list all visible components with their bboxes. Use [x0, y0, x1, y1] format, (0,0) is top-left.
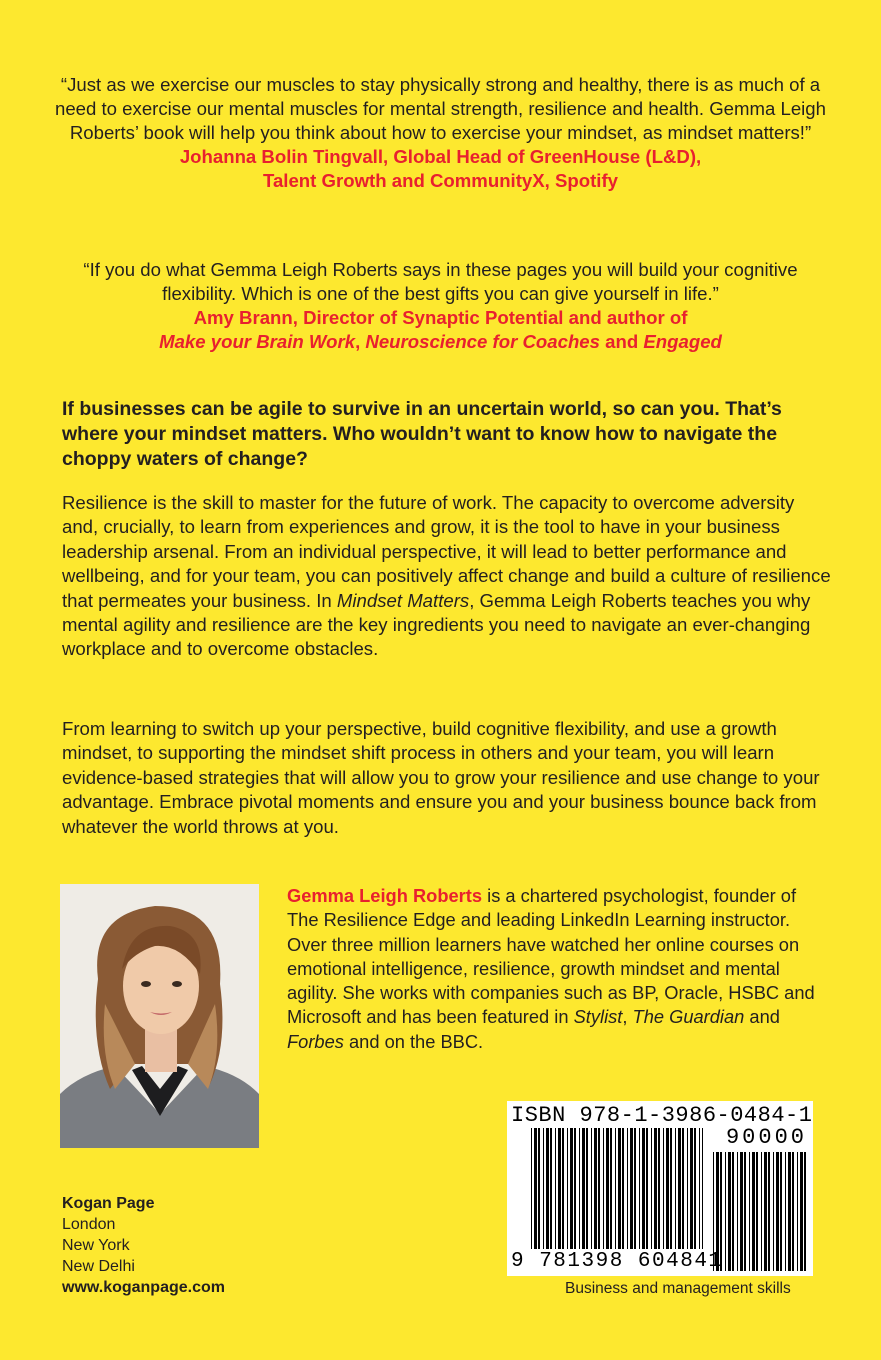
publication-name: The Guardian: [632, 1006, 745, 1028]
barcode-bar: [622, 1128, 624, 1249]
barcode-bar: [574, 1128, 576, 1249]
barcode-bar: [768, 1152, 770, 1271]
barcode-bar: [804, 1152, 806, 1271]
barcode-bar: [630, 1128, 633, 1249]
barcode-bar: [761, 1152, 762, 1271]
barcode-bar: [603, 1128, 604, 1249]
barcode-bar: [570, 1128, 573, 1249]
barcode-bar: [764, 1152, 767, 1271]
author-name: Gemma Leigh Roberts: [287, 885, 483, 906]
barcode-bar: [740, 1152, 743, 1271]
barcode-bar: [567, 1128, 568, 1249]
barcode-bar: [534, 1128, 537, 1249]
isbn-number: ISBN 978-1-3986-0484-1: [511, 1103, 813, 1128]
quote-synaptic: [50, 258, 831, 354]
barcode-bar: [797, 1152, 798, 1271]
quote-spotify: [50, 73, 831, 193]
publisher-city: New Delhi: [62, 1258, 135, 1275]
barcode-bar: [728, 1152, 731, 1271]
barcode-bar: [543, 1128, 544, 1249]
barcode-bar: [651, 1128, 652, 1249]
lead-paragraph: If businesses can be agile to survive in an uncertain world, so can you. That’s where your mindset matters. Who wouldn’t want to know how to navigate the choppy waters of change?: [62, 398, 782, 470]
barcode-bar: [752, 1152, 755, 1271]
barcode-bar: [675, 1128, 676, 1249]
barcode-bar: [792, 1152, 794, 1271]
separator: ,: [622, 1006, 633, 1028]
barcode-bar: [582, 1128, 585, 1249]
barcode-bar: [756, 1152, 758, 1271]
quote-attribution: [50, 145, 831, 193]
publisher-city: New York: [62, 1237, 130, 1254]
author-portrait-illustration: [60, 884, 259, 1148]
barcode-bar: [725, 1152, 726, 1271]
barcode-bar: [562, 1128, 564, 1249]
para-text: Resilience is the skill to master for the future of work. The capacity to overcome adversity and, crucially, to learn from experiences and grow, it is the tool to have in your business leadership arsenal. From an individual perspective, it will lead to better performance and wellbeing, and for your team, you can positively affect change and build a culture of resilience that permeates your business. In: [62, 492, 831, 611]
barcode-bar: [687, 1128, 688, 1249]
barcode-bar: [780, 1152, 782, 1271]
barcode-bar: [594, 1128, 597, 1249]
attribution-line: Amy Brann, Director of Synaptic Potential and author of: [193, 307, 688, 328]
barcode-bar: [627, 1128, 628, 1249]
publication-name: Forbes: [287, 1030, 344, 1052]
barcode-bar: [615, 1128, 616, 1249]
author-photo: [60, 884, 259, 1148]
barcode-bar: [639, 1128, 640, 1249]
attribution-line: Talent Growth and CommunityX, Spotify: [262, 170, 618, 191]
barcode-bar: [634, 1128, 636, 1249]
publisher-city: London: [62, 1216, 116, 1233]
barcode-bar: [678, 1128, 681, 1249]
barcode-bar: [658, 1128, 660, 1249]
barcode-bar: [800, 1152, 803, 1271]
barcode-bar: [598, 1128, 600, 1249]
barcode-bar: [776, 1152, 779, 1271]
barcode-bar: [690, 1128, 693, 1249]
barcode-bar: [558, 1128, 561, 1249]
barcode-bar: [642, 1128, 645, 1249]
publication-name: Stylist: [573, 1006, 623, 1028]
barcode-bar: [606, 1128, 609, 1249]
publisher-name: Kogan Page: [62, 1195, 155, 1212]
quote-attribution: Amy Brann, Director of Synaptic Potential and author of Make your Brain Work, Neuroscience for Coaches and Engaged: [159, 307, 722, 352]
barcode-bar: [591, 1128, 592, 1249]
barcode-bar: [538, 1128, 540, 1249]
barcode-bar: [663, 1128, 664, 1249]
barcode-bar: [732, 1152, 734, 1271]
barcode-bar: [744, 1152, 746, 1271]
barcode-bar: [670, 1128, 672, 1249]
barcode-bar: [785, 1152, 786, 1271]
barcode-bar: [666, 1128, 669, 1249]
barcode-bar: [699, 1128, 700, 1249]
barcode-bar: [555, 1128, 556, 1249]
barcode-bar: [702, 1128, 703, 1249]
price-code: 90000: [725, 1125, 807, 1150]
barcode-bar: [737, 1152, 738, 1271]
author-bio: [287, 884, 827, 1054]
ean-number: 9 781398 604841: [511, 1250, 723, 1273]
body-paragraph-2: From learning to switch up your perspective, build cognitive flexibility, and use a growth mindset, to supporting the mindset shift process in others and your team, you will learn evidence-based strategies that will allow you to grow your resilience and use change to your advantage. Embrace pivotal moments and ensure you and your business bounce back from whatever the world throws at you.: [62, 718, 820, 837]
barcode-bar: [773, 1152, 774, 1271]
barcode-bar: [618, 1128, 621, 1249]
para-text: , Gemma Leigh Roberts teaches you why mental agility and resilience are the key ingredients you need to navigate an ever-changing workplace and to overcome obstacles.: [62, 589, 811, 660]
separator: and: [744, 1006, 780, 1028]
barcode-bar: [654, 1128, 657, 1249]
bio-text: is a chartered psychologist, founder of The Resilience Edge and leading LinkedIn Learning instructor. Over three million learners have watched her online courses on emotional intelligence, resilience, growth mindset and mental agility. She works with companies such as BP, Oracle, HSBC and Microsoft and has been featured in: [287, 885, 815, 1028]
and-word: and: [605, 331, 639, 352]
body-paragraph-1: [62, 491, 832, 662]
publisher-url: www.koganpage.com: [62, 1279, 225, 1296]
barcode-bar: [546, 1128, 549, 1249]
book-title: Engaged: [643, 331, 722, 352]
book-category: Business and management skills: [565, 1280, 791, 1297]
quote-text: “Just as we exercise our muscles to stay physically strong and healthy, there is as much of a need to exercise our mental muscles for mental strength, resilience and health. Gemma Leigh Roberts’ book will help you think about how to exercise your mindset, as mindset matters!”: [54, 74, 826, 143]
barcode-bar: [610, 1128, 612, 1249]
quote-text: “If you do what Gemma Leigh Roberts says in these pages you will build your cognitive flexibility. Which is one of the best gifts you can give yourself in life.”: [83, 259, 798, 304]
barcode-bar: [550, 1128, 552, 1249]
barcode-bar: [682, 1128, 684, 1249]
barcode-bar: [749, 1152, 750, 1271]
book-title: Make your Brain Work: [159, 331, 356, 352]
barcode-bar: [531, 1128, 532, 1249]
book-title: Mindset Matters: [336, 589, 470, 611]
attribution-line: Johanna Bolin Tingvall, Global Head of GreenHouse (L&D),: [179, 146, 702, 167]
book-title: Neuroscience for Coaches: [365, 331, 600, 352]
bio-text: and on the BBC.: [343, 1030, 484, 1052]
barcode-bar: [788, 1152, 791, 1271]
barcode-bar: [579, 1128, 580, 1249]
barcode-bar: [646, 1128, 648, 1249]
barcode-bar: [586, 1128, 588, 1249]
isbn-barcode: [507, 1101, 813, 1276]
barcode-bar: [694, 1128, 696, 1249]
publisher-block: [62, 1193, 225, 1298]
